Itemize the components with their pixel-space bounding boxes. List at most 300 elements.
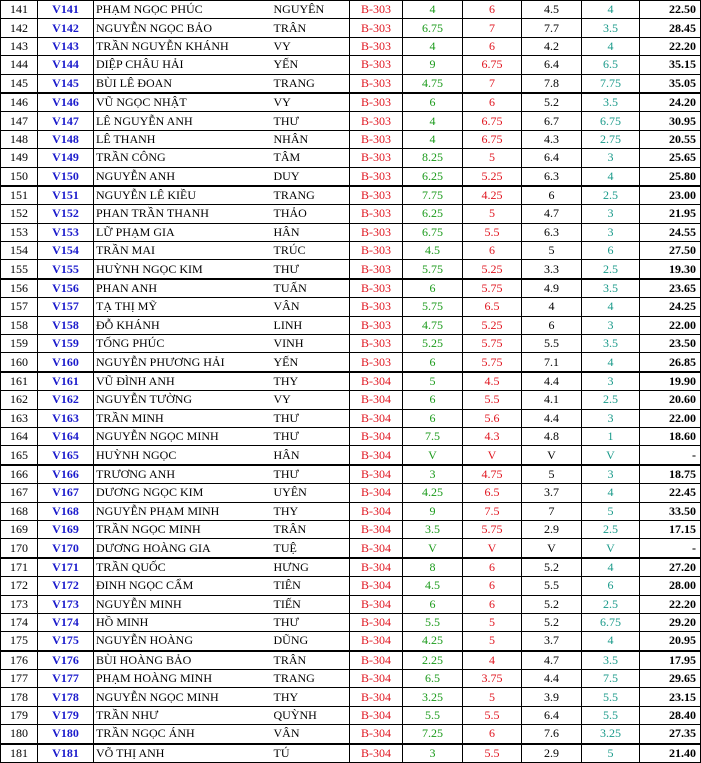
score-2-cell: 5.25	[463, 316, 522, 334]
score-2-cell: 4.75	[463, 465, 522, 484]
score-4-cell: 3.5	[582, 279, 640, 298]
row-number: 149	[1, 149, 38, 167]
given-name-cell: VÂN	[274, 725, 350, 744]
room-cell: B-303	[350, 353, 403, 372]
row-number: 180	[1, 725, 38, 744]
score-3-cell: 4.1	[522, 391, 582, 409]
room-cell: B-304	[350, 502, 403, 520]
surname-cell: TRẦN QUỐC	[94, 558, 274, 577]
surname-cell: NGUYỄN NGỌC BẢO	[94, 19, 274, 37]
room-cell: B-303	[350, 37, 403, 55]
score-2-cell: 5.75	[463, 520, 522, 538]
score-3-cell: 7	[522, 502, 582, 520]
candidate-id: V141	[38, 1, 94, 19]
given-name-cell: VY	[274, 391, 350, 409]
total-score-cell: 25.80	[640, 167, 701, 186]
candidate-id: V168	[38, 502, 94, 520]
candidate-id: V163	[38, 409, 94, 427]
score-1-cell: 3.25	[403, 688, 463, 706]
row-number: 176	[1, 651, 38, 670]
score-3-cell: 5.2	[522, 613, 582, 631]
candidate-id: V143	[38, 37, 94, 55]
score-1-cell: 4	[403, 112, 463, 130]
score-2-cell: 7	[463, 74, 522, 93]
score-2-cell: 6.5	[463, 484, 522, 502]
candidate-id: V175	[38, 632, 94, 651]
total-score-cell: 27.20	[640, 558, 701, 577]
candidate-id: V146	[38, 93, 94, 112]
row-number: 175	[1, 632, 38, 651]
score-2-cell: 5.5	[463, 391, 522, 409]
surname-cell: NGUYỄN ANH	[94, 167, 274, 186]
row-number: 157	[1, 298, 38, 316]
room-cell: B-304	[350, 539, 403, 558]
surname-cell: NGUYỄN TƯỜNG	[94, 391, 274, 409]
row-number: 148	[1, 130, 38, 148]
score-1-cell: 4.5	[403, 577, 463, 595]
score-2-cell: 5.75	[463, 335, 522, 353]
surname-cell: TRẦN CÔNG	[94, 149, 274, 167]
candidate-id: V145	[38, 74, 94, 93]
table-row	[1, 205, 701, 223]
surname-cell: TẠ THỊ MỸ	[94, 298, 274, 316]
score-4-cell: 6.5	[582, 56, 640, 74]
surname-cell: PHAN ANH	[94, 279, 274, 298]
score-1-cell: 4.5	[403, 242, 463, 260]
total-score-cell: 22.45	[640, 484, 701, 502]
total-score-cell: 33.50	[640, 502, 701, 520]
score-2-cell: 5.5	[463, 706, 522, 724]
score-4-cell: 5	[582, 744, 640, 763]
candidate-id: V161	[38, 372, 94, 391]
table-row	[1, 409, 701, 427]
table-row	[1, 613, 701, 631]
table-row	[1, 19, 701, 37]
candidate-id: V156	[38, 279, 94, 298]
total-score-cell: 20.55	[640, 130, 701, 148]
score-2-cell: 6	[463, 1, 522, 19]
score-1-cell: 4.75	[403, 316, 463, 334]
score-4-cell: 3	[582, 465, 640, 484]
score-2-cell: 6	[463, 558, 522, 577]
total-score-cell: 28.45	[640, 19, 701, 37]
room-cell: B-303	[350, 56, 403, 74]
room-cell: B-304	[350, 688, 403, 706]
score-1-cell: 3	[403, 744, 463, 763]
room-cell: B-303	[350, 316, 403, 334]
score-4-cell: 6	[582, 242, 640, 260]
score-3-cell: 5.2	[522, 93, 582, 112]
score-2-cell: 4.3	[463, 427, 522, 445]
surname-cell: TRẦN MINH	[94, 409, 274, 427]
score-2-cell: 4.5	[463, 372, 522, 391]
table-row	[1, 167, 701, 186]
score-1-cell: 9	[403, 56, 463, 74]
score-3-cell: 3.7	[522, 632, 582, 651]
room-cell: B-303	[350, 112, 403, 130]
given-name-cell: UYÊN	[274, 484, 350, 502]
room-cell: B-303	[350, 298, 403, 316]
room-cell: B-304	[350, 595, 403, 613]
score-4-cell: 2.5	[582, 391, 640, 409]
candidate-id: V149	[38, 149, 94, 167]
total-score-cell: 28.40	[640, 706, 701, 724]
score-4-cell: 5	[582, 502, 640, 520]
surname-cell: TRẦN MAI	[94, 242, 274, 260]
score-2-cell: 6.75	[463, 130, 522, 148]
table-row	[1, 465, 701, 484]
surname-cell: LÊ NGUYỄN ANH	[94, 112, 274, 130]
score-1-cell: 5.25	[403, 335, 463, 353]
given-name-cell: VINH	[274, 335, 350, 353]
given-name-cell: QUỲNH	[274, 706, 350, 724]
score-4-cell: 2.5	[582, 595, 640, 613]
given-name-cell: TUỆ	[274, 539, 350, 558]
score-1-cell: 4.25	[403, 484, 463, 502]
room-cell: B-304	[350, 670, 403, 688]
surname-cell: NGUYỄN PHƯƠNG HẢI	[94, 353, 274, 372]
room-cell: B-303	[350, 1, 403, 19]
surname-cell: NGUYỄN NGỌC MINH	[94, 688, 274, 706]
row-number: 147	[1, 112, 38, 130]
table-row	[1, 372, 701, 391]
score-3-cell: 5	[522, 465, 582, 484]
room-cell: B-303	[350, 335, 403, 353]
table-row	[1, 446, 701, 465]
surname-cell: LÊ THANH	[94, 130, 274, 148]
score-2-cell: 5.5	[463, 744, 522, 763]
row-number: 144	[1, 56, 38, 74]
score-2-cell: 5.75	[463, 279, 522, 298]
surname-cell: BÙI HOÀNG BẢO	[94, 651, 274, 670]
score-4-cell: 4	[582, 167, 640, 186]
surname-cell: NGUYỄN LÊ KIỀU	[94, 186, 274, 205]
table-row	[1, 725, 701, 744]
candidate-id: V160	[38, 353, 94, 372]
score-2-cell: 6.75	[463, 112, 522, 130]
table-row	[1, 595, 701, 613]
surname-cell: HUỲNH NGỌC KIM	[94, 260, 274, 279]
score-2-cell: 5	[463, 613, 522, 631]
surname-cell: PHẠM NGỌC PHÚC	[94, 1, 274, 19]
candidate-id: V177	[38, 670, 94, 688]
score-3-cell: 4.8	[522, 427, 582, 445]
score-3-cell: 7.7	[522, 19, 582, 37]
score-2-cell: 5.5	[463, 223, 522, 241]
score-1-cell: 4	[403, 37, 463, 55]
total-score-cell: 20.95	[640, 632, 701, 651]
score-3-cell: 5.5	[522, 335, 582, 353]
candidate-id: V170	[38, 539, 94, 558]
score-2-cell: 5.6	[463, 409, 522, 427]
table-row	[1, 186, 701, 205]
row-number: 171	[1, 558, 38, 577]
room-cell: B-304	[350, 465, 403, 484]
candidate-id: V173	[38, 595, 94, 613]
total-score-cell: 23.50	[640, 335, 701, 353]
row-number: 177	[1, 670, 38, 688]
room-cell: B-303	[350, 149, 403, 167]
given-name-cell: THƯ	[274, 409, 350, 427]
room-cell: B-304	[350, 372, 403, 391]
given-name-cell: TRANG	[274, 670, 350, 688]
score-1-cell: 2.25	[403, 651, 463, 670]
score-3-cell: 4.7	[522, 651, 582, 670]
surname-cell: BÙI LÊ ĐOAN	[94, 74, 274, 93]
table-row	[1, 112, 701, 130]
score-4-cell: 4	[582, 1, 640, 19]
surname-cell: ĐỖ KHÁNH	[94, 316, 274, 334]
score-3-cell: 2.9	[522, 520, 582, 538]
score-3-cell: 5.5	[522, 577, 582, 595]
score-3-cell: 3.3	[522, 260, 582, 279]
score-3-cell: 4.9	[522, 279, 582, 298]
score-1-cell: 7.25	[403, 725, 463, 744]
candidate-id: V154	[38, 242, 94, 260]
score-1-cell: 7.5	[403, 427, 463, 445]
row-number: 152	[1, 205, 38, 223]
score-2-cell: 5	[463, 688, 522, 706]
score-2-cell: 6	[463, 577, 522, 595]
score-3-cell: 4.4	[522, 670, 582, 688]
score-2-cell: 6.75	[463, 56, 522, 74]
given-name-cell: THY	[274, 502, 350, 520]
table-row	[1, 56, 701, 74]
row-number: 179	[1, 706, 38, 724]
candidate-id: V180	[38, 725, 94, 744]
candidate-id: V179	[38, 706, 94, 724]
room-cell: B-303	[350, 186, 403, 205]
table-row	[1, 577, 701, 595]
surname-cell: DƯƠNG NGỌC KIM	[94, 484, 274, 502]
given-name-cell: DŨNG	[274, 632, 350, 651]
score-1-cell: 7.75	[403, 186, 463, 205]
row-number: 142	[1, 19, 38, 37]
given-name-cell: TUẤN	[274, 279, 350, 298]
score-3-cell: 6.3	[522, 167, 582, 186]
score-1-cell: 5.5	[403, 706, 463, 724]
row-number: 169	[1, 520, 38, 538]
score-4-cell: 3.5	[582, 19, 640, 37]
score-4-cell: 4	[582, 558, 640, 577]
score-3-cell: 5	[522, 242, 582, 260]
given-name-cell: TRANG	[274, 74, 350, 93]
total-score-cell: 19.90	[640, 372, 701, 391]
score-4-cell: 2.5	[582, 186, 640, 205]
candidate-id: V147	[38, 112, 94, 130]
score-3-cell: V	[522, 446, 582, 465]
total-score-cell: 23.65	[640, 279, 701, 298]
room-cell: B-304	[350, 725, 403, 744]
score-1-cell: 5.75	[403, 260, 463, 279]
candidate-id: V148	[38, 130, 94, 148]
total-score-cell: 24.25	[640, 298, 701, 316]
room-cell: B-303	[350, 93, 403, 112]
surname-cell: DIỆP CHÂU HẢI	[94, 56, 274, 74]
row-number: 173	[1, 595, 38, 613]
given-name-cell: TIÊN	[274, 577, 350, 595]
row-number: 159	[1, 335, 38, 353]
row-number: 178	[1, 688, 38, 706]
row-number: 151	[1, 186, 38, 205]
table-row	[1, 632, 701, 651]
total-score-cell: 20.60	[640, 391, 701, 409]
score-4-cell: 3.5	[582, 651, 640, 670]
room-cell: B-304	[350, 744, 403, 763]
surname-cell: NGUYỄN PHẠM MINH	[94, 502, 274, 520]
given-name-cell: TRÂN	[274, 651, 350, 670]
surname-cell: NGUYỄN HOÀNG	[94, 632, 274, 651]
total-score-cell: 18.60	[640, 427, 701, 445]
table-row	[1, 316, 701, 334]
room-cell: B-304	[350, 520, 403, 538]
score-2-cell: 6.5	[463, 298, 522, 316]
score-2-cell: 6	[463, 37, 522, 55]
score-1-cell: 4	[403, 130, 463, 148]
total-score-cell: 28.00	[640, 577, 701, 595]
total-score-cell: 17.95	[640, 651, 701, 670]
total-score-cell: 22.00	[640, 409, 701, 427]
total-score-cell: 18.75	[640, 465, 701, 484]
score-3-cell: 4.3	[522, 130, 582, 148]
total-score-cell: 21.40	[640, 744, 701, 763]
score-1-cell: 3	[403, 465, 463, 484]
score-4-cell: 5.5	[582, 688, 640, 706]
score-3-cell: 7.8	[522, 74, 582, 93]
row-number: 145	[1, 74, 38, 93]
score-3-cell: 6.3	[522, 223, 582, 241]
given-name-cell: THƯ	[274, 465, 350, 484]
row-number: 141	[1, 1, 38, 19]
row-number: 150	[1, 167, 38, 186]
row-number: 181	[1, 744, 38, 763]
score-2-cell: 3.75	[463, 670, 522, 688]
given-name-cell: THƯ	[274, 112, 350, 130]
score-4-cell: 2.75	[582, 130, 640, 148]
row-number: 153	[1, 223, 38, 241]
table-row	[1, 706, 701, 724]
row-number: 154	[1, 242, 38, 260]
candidate-id: V162	[38, 391, 94, 409]
room-cell: B-304	[350, 446, 403, 465]
score-1-cell: 6.25	[403, 205, 463, 223]
score-4-cell: 3	[582, 205, 640, 223]
table-row	[1, 242, 701, 260]
given-name-cell: THY	[274, 688, 350, 706]
table-row	[1, 670, 701, 688]
total-score-cell: 23.00	[640, 186, 701, 205]
score-4-cell: 3.5	[582, 93, 640, 112]
given-name-cell: VY	[274, 37, 350, 55]
room-cell: B-303	[350, 130, 403, 148]
given-name-cell: THƯ	[274, 260, 350, 279]
total-score-cell: -	[640, 539, 701, 558]
given-name-cell: TRÂN	[274, 520, 350, 538]
score-1-cell: 4.25	[403, 632, 463, 651]
total-score-cell: 24.20	[640, 93, 701, 112]
given-name-cell: DUY	[274, 167, 350, 186]
surname-cell: TRẦN NGUYỄN KHÁNH	[94, 37, 274, 55]
row-number: 146	[1, 93, 38, 112]
room-cell: B-303	[350, 19, 403, 37]
surname-cell: ĐINH NGỌC CẨM	[94, 577, 274, 595]
total-score-cell: 22.20	[640, 595, 701, 613]
score-4-cell: 6.75	[582, 112, 640, 130]
given-name-cell: NGUYÊN	[274, 1, 350, 19]
row-number: 168	[1, 502, 38, 520]
score-2-cell: 5	[463, 632, 522, 651]
score-3-cell: 7.1	[522, 353, 582, 372]
total-score-cell: 24.55	[640, 223, 701, 241]
given-name-cell: THẢO	[274, 205, 350, 223]
score-1-cell: 4.75	[403, 74, 463, 93]
score-1-cell: 5	[403, 372, 463, 391]
score-4-cell: 1	[582, 427, 640, 445]
room-cell: B-303	[350, 167, 403, 186]
score-2-cell: 5.25	[463, 260, 522, 279]
row-number: 164	[1, 427, 38, 445]
total-score-cell: 27.50	[640, 242, 701, 260]
score-2-cell: V	[463, 446, 522, 465]
given-name-cell: TIẾN	[274, 595, 350, 613]
score-1-cell: 6.75	[403, 223, 463, 241]
score-4-cell: 4	[582, 484, 640, 502]
score-2-cell: 7	[463, 19, 522, 37]
score-2-cell: 5	[463, 205, 522, 223]
score-1-cell: 6	[403, 93, 463, 112]
score-1-cell: 6.25	[403, 167, 463, 186]
given-name-cell: HƯNG	[274, 558, 350, 577]
given-name-cell: TRÚC	[274, 242, 350, 260]
table-row	[1, 149, 701, 167]
score-3-cell: 5.2	[522, 595, 582, 613]
score-3-cell: 6.4	[522, 706, 582, 724]
table-row	[1, 520, 701, 538]
total-score-cell: 29.20	[640, 613, 701, 631]
row-number: 158	[1, 316, 38, 334]
given-name-cell: NHÂN	[274, 130, 350, 148]
surname-cell: TRẦN NGỌC ÁNH	[94, 725, 274, 744]
table-row	[1, 37, 701, 55]
candidate-id: V165	[38, 446, 94, 465]
score-1-cell: 3.5	[403, 520, 463, 538]
score-4-cell: 3	[582, 149, 640, 167]
surname-cell: LỮ PHẠM GIA	[94, 223, 274, 241]
score-3-cell: 4.4	[522, 372, 582, 391]
given-name-cell: THY	[274, 372, 350, 391]
table-row	[1, 74, 701, 93]
score-3-cell: V	[522, 539, 582, 558]
score-1-cell: 6	[403, 409, 463, 427]
surname-cell: NGUYỄN MINH	[94, 595, 274, 613]
score-3-cell: 5.2	[522, 558, 582, 577]
table-row	[1, 427, 701, 445]
table-row	[1, 391, 701, 409]
total-score-cell: 35.15	[640, 56, 701, 74]
row-number: 163	[1, 409, 38, 427]
score-3-cell: 6	[522, 316, 582, 334]
row-number: 166	[1, 465, 38, 484]
score-3-cell: 6.4	[522, 149, 582, 167]
score-3-cell: 6	[522, 186, 582, 205]
table-row	[1, 335, 701, 353]
room-cell: B-303	[350, 223, 403, 241]
table-row	[1, 539, 701, 558]
candidate-id: V152	[38, 205, 94, 223]
score-4-cell: V	[582, 446, 640, 465]
score-1-cell: 6.5	[403, 670, 463, 688]
score-4-cell: 2.5	[582, 260, 640, 279]
